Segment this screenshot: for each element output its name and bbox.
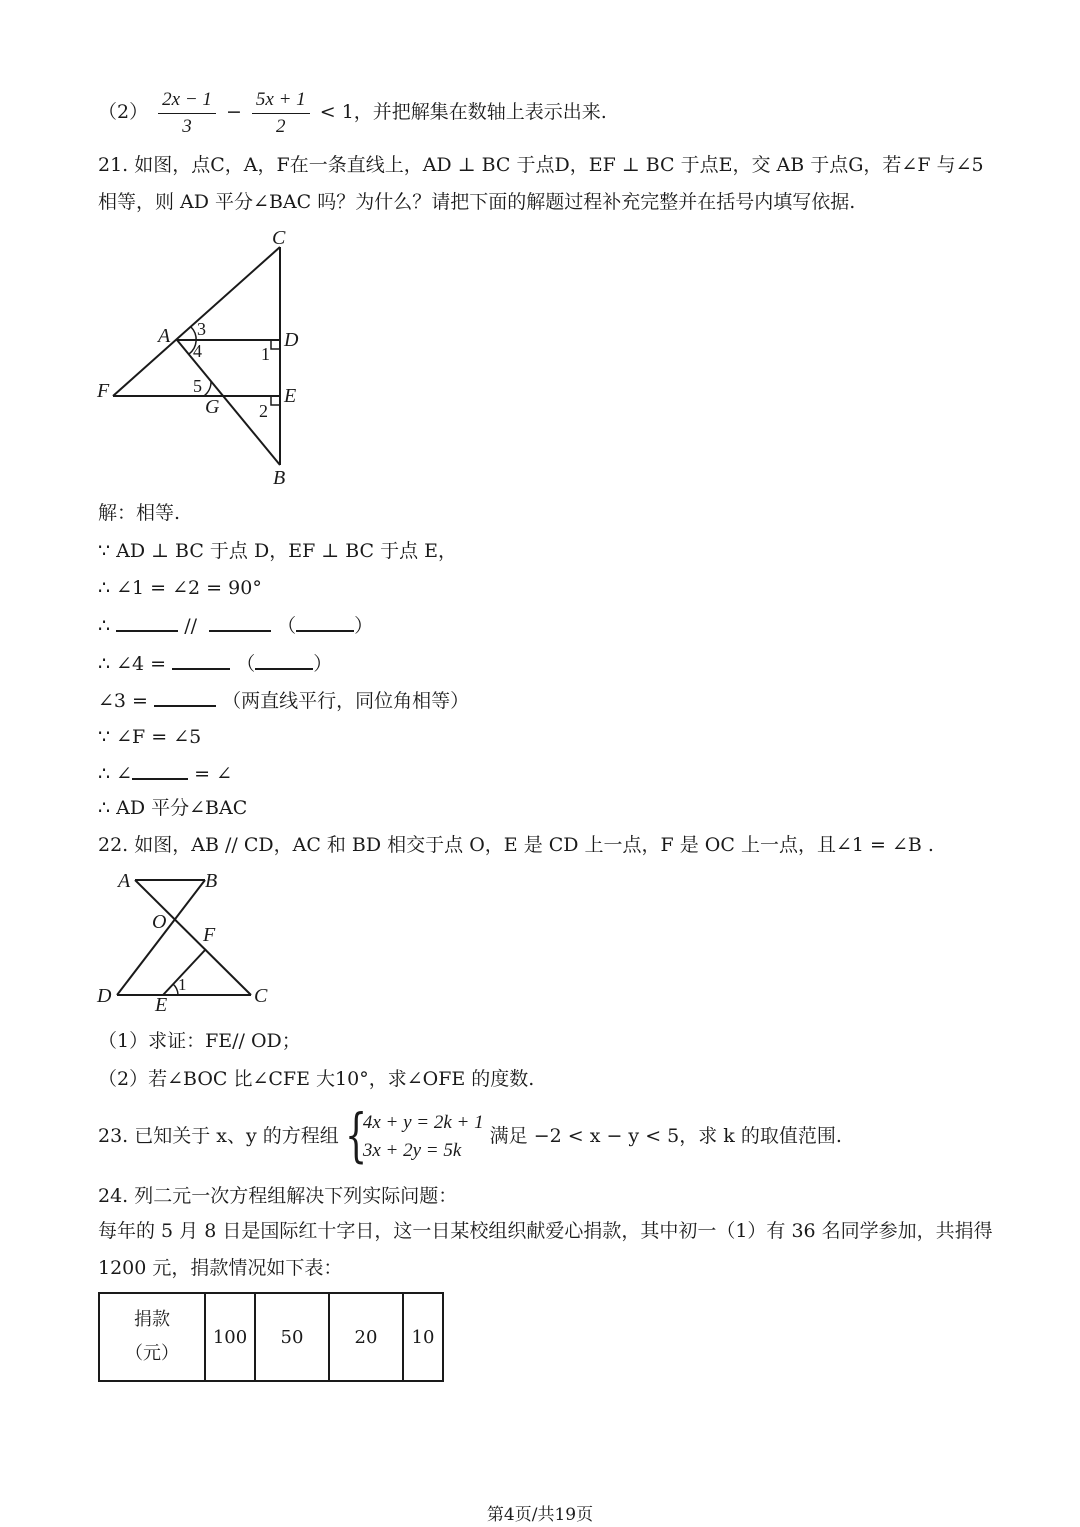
q21-sol-step5 — [98, 687, 469, 714]
q21-stem-line2: 相等，则 AD 平分∠BAC 吗？为什么？请把下面的解题过程补充完整并在括号内填写依据. — [98, 191, 856, 213]
q22-label-E: E — [155, 994, 168, 1015]
q21-sol-step4 — [98, 650, 332, 677]
q20-frac1-numerator: 2x − 1 — [158, 87, 216, 114]
q21-step5-reason: （两直线平行，同位角相等） — [222, 690, 470, 712]
q21-sol-step3 — [98, 612, 373, 639]
table-cell: 50 — [255, 1293, 329, 1381]
q21-step7-prefix: ∴ ∠ — [98, 763, 133, 785]
q22-part1: （1）求证：FE// OD； — [98, 1030, 301, 1052]
q21-step3-therefore: ∴ — [98, 615, 111, 637]
q21-step5-blank[interactable] — [154, 687, 216, 707]
q21-label-B: B — [273, 467, 286, 489]
q21-label-G: G — [205, 396, 220, 418]
q21-step4-blank[interactable] — [172, 650, 230, 670]
table-header-cell — [99, 1293, 205, 1381]
q21-figure — [90, 225, 330, 490]
q22-stem: 22. 如图，AB // CD，AC 和 BD 相交于点 O，E 是 CD 上一点，F 是 OC 上一点，且∠1 = ∠B . — [98, 834, 934, 856]
table-cell: 10 — [403, 1293, 443, 1381]
q21-step3-blank-1[interactable] — [116, 612, 178, 632]
q20-tail: < 1，并把解集在数轴上表示出来. — [319, 101, 607, 123]
q21-angle-5: 5 — [193, 376, 202, 396]
q22-angle-1: 1 — [178, 975, 187, 994]
q21-step3-reason-blank[interactable] — [296, 612, 354, 632]
q21-label-E: E — [284, 385, 297, 407]
q23-equation-1: 4x + y = 2k + 1 — [362, 1112, 484, 1133]
q20-part2-label: （2） — [98, 101, 149, 123]
q21-stem-line1: 21. 如图，点C，A，F在一条直线上，AD ⊥ BC 于点D，EF ⊥ BC 于点E，交 AB 于点G，若∠F 与∠5 — [98, 154, 984, 176]
q23-equation-2: 3x + 2y = 5k — [362, 1140, 462, 1161]
q23-suffix: 满足 −2 < x − y < 5，求 k 的取值范围. — [489, 1125, 842, 1147]
q22-figure — [90, 865, 280, 1015]
q20-minus: − — [225, 101, 242, 123]
q22-label-O: O — [152, 911, 167, 933]
q21-label-A: A — [158, 325, 171, 347]
q21-sol-step6: ∵ ∠F = ∠5 — [98, 726, 202, 748]
q21-step4-close-paren: ） — [313, 653, 333, 675]
q21-angle-3: 3 — [197, 319, 206, 339]
q23 — [98, 1101, 842, 1169]
q21-sol-step2: ∴ ∠1 = ∠2 = 90° — [98, 577, 262, 599]
q20-part2 — [98, 84, 607, 140]
q21-step7-blank[interactable] — [132, 760, 188, 780]
q21-sol-conclusion: ∴ AD 平分∠BAC — [98, 797, 248, 819]
q20-fraction-2 — [252, 87, 310, 140]
q20-frac2-numerator: 5x + 1 — [252, 87, 310, 114]
q21-step7-mid: = ∠ — [194, 763, 232, 785]
donation-table — [98, 1292, 444, 1382]
q21-angle-arc-G — [204, 381, 211, 396]
q21-label-C: C — [272, 227, 286, 249]
q21-step3-close-paren: ） — [354, 615, 374, 637]
q20-fraction-1 — [158, 87, 216, 140]
q24-line1: 24. 列二元一次方程组解决下列实际问题： — [98, 1185, 458, 1207]
q21-step3-open-paren: （ — [277, 615, 297, 637]
q21-label-F: F — [97, 380, 110, 402]
q22-label-F: F — [203, 924, 216, 946]
q21-sol-step7 — [98, 760, 232, 787]
q20-frac1-denominator: 3 — [182, 115, 192, 137]
q21-angle-1: 1 — [261, 344, 270, 364]
q21-right-angle-D — [271, 340, 280, 349]
q21-step3-blank-2[interactable] — [209, 612, 271, 632]
table-cell: 100 — [205, 1293, 255, 1381]
q21-step3-parallel: // — [184, 615, 197, 637]
table-cell: 20 — [329, 1293, 403, 1381]
q21-right-angle-E — [271, 396, 280, 405]
table-row — [99, 1293, 443, 1381]
q22-label-D: D — [97, 985, 112, 1007]
table-header-line1: 捐款 — [134, 1309, 170, 1330]
q21-sol-answer: 解：相等. — [98, 502, 181, 524]
q22-part2: （2）若∠BOC 比∠CFE 大10°，求∠OFE 的度数. — [98, 1068, 535, 1090]
q21-sol-step1: ∵ AD ⊥ BC 于点 D，EF ⊥ BC 于点 E， — [98, 540, 457, 562]
q21-step4-prefix: ∴ ∠4 = — [98, 653, 167, 675]
q24-line2: 每年的 5 月 8 日是国际红十字日，这一日某校组织献爱心捐款，其中初一（1）有 36 名同学参加，共捐得 — [98, 1220, 993, 1242]
q20-frac2-denominator: 2 — [276, 115, 286, 137]
q21-angle-4: 4 — [193, 341, 202, 361]
q22-label-C: C — [254, 985, 268, 1007]
q21-step4-reason-blank[interactable] — [255, 650, 313, 670]
q21-step4-open-paren: （ — [236, 653, 256, 675]
page-footer: 第4页/共19页 — [486, 1505, 594, 1525]
q21-angle-2: 2 — [259, 401, 268, 421]
table-header-line2: （元） — [125, 1343, 179, 1364]
q23-brace: { — [344, 1101, 367, 1169]
q22-label-A: A — [118, 870, 131, 892]
q23-prefix: 23. 已知关于 x、y 的方程组 — [98, 1125, 339, 1147]
q22-label-B: B — [205, 870, 218, 892]
q24-line3: 1200 元，捐款情况如下表： — [98, 1257, 343, 1279]
q21-label-D: D — [284, 329, 299, 351]
q23-equation-system — [344, 1101, 484, 1169]
q21-step5-prefix: ∠3 = — [98, 690, 148, 712]
